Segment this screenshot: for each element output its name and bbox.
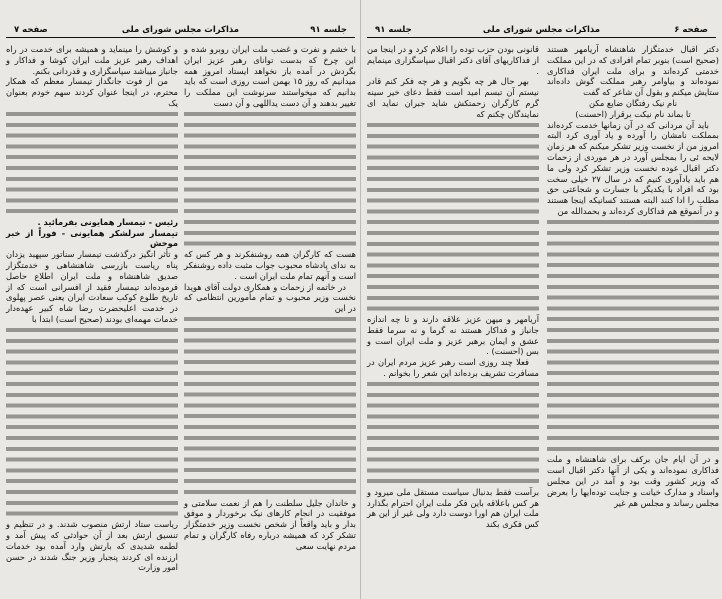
poem-verse: نام نیک رفتگان ضایع مکن: [588, 97, 678, 108]
page-header: [6, 24, 355, 38]
paragraph: من از فوت جانگداز تیمسار معظم که همکار محترم، در اینجا عنوان کردند سهم خودم بعنوان یک: [6, 76, 178, 108]
page-6: [361, 0, 722, 599]
page-header: [367, 24, 716, 38]
paragraph: و تأثر انگیز درگذشت تیمسار سناتور سپهبد یزدان پناه ریاست بازرسی شاهنشاهی و خدمتگزار صدیق شاهنشاه و ملت ایران اطلاع حاصل فرموده‌اند تیمسار فقید از افسرانی است که از تاریخ طلوع کوکب سعادت ایران یعنی عصر پهلوی در خدمت اعلیحضرت رضا شاه کبیر عهده‌دار خدمات مهمه‌ای بودند (صحیح است) ابتدا با: [6, 249, 178, 324]
page-number: صفحه ۶: [674, 25, 708, 35]
paragraph: بهر حال هر چه بگویم و هر چه فکر کنم قادر نیستم آن تبسم امید است فقط دعای خیر سینه گرم کارگران زحمتکش شاید جبران نماید ای نمایندگان چکنم که: [367, 76, 539, 119]
publication-title: مذاکرات مجلس شورای ملی: [121, 25, 240, 35]
illegible-text-lines: [6, 325, 178, 519]
session-number: جلسه ۹۱: [310, 25, 347, 35]
illegible-text-lines: [547, 217, 719, 455]
illegible-text-lines: [184, 314, 356, 498]
page-number: صفحه ۷: [14, 25, 48, 35]
speaker-heading: تیمسار سرلشکر همایونی - فوراً از خبر موحش: [6, 227, 178, 249]
text-column-left: [6, 44, 178, 573]
paragraph: ریاست ستاد ارتش منصوب شدند. و در تنظیم و تنسیق ارتش بعد از آن حوادثی که پیش آمد و لطمه شدیدی که بارتش وارد آمده بود خدمات ارزنده ای کردند پنجبار وزیر جنگ شدند در حسن امور وزارت: [6, 519, 178, 573]
paragraph: آریامهر و میهن عزیز علاقه دارند و تا چه اندازه جانباز و فداکار هستند نه گرما و نه سرما فقط عشق و ایمان برهبر عزیز و ملت ایران است و بس (احسنت) .: [367, 313, 539, 357]
text-column-right: [547, 44, 719, 508]
paragraph: فعلا چند روزی است رهبر عزیز مردم ایران در مسافرت تشریف برده‌اند این شعر را بخوانم .: [367, 357, 539, 378]
publication-title: مذاکرات مجلس شورای ملی: [482, 25, 601, 35]
paragraph: و در آن ایام جان برکف برای شاهنشاه و ملت فداکاری نموده‌اند و یکی از آنها دکتر اقبال است که وزیر کشور وقت بود و آمد در این مجلس واسناد و مدارک خیانت و جنایت توده‌ایها را بعرض مجلس رساند و مجلس هم غیر: [547, 454, 719, 508]
paragraph: قانونی بودن حزب توده را اعلام کرد و در اینجا من از فداکاریهای آقای دکتر اقبال سپاسگزاری مینمایم .: [367, 44, 539, 76]
illegible-text-lines: [367, 379, 539, 487]
text-column-left: [367, 44, 539, 530]
paragraph: و خاندان جلیل سلطنت را هم از نعمت سلامتی و موفقیت در انجام کارهای نیک برخوردار و موفق بدار و باید واقعاً از شخص نخست وزیر خدمتگزار تشکر کرد که همیشه درباره رفاه کارگران و تمام مردم نهایت سعی: [184, 497, 356, 551]
text-column-right: [184, 44, 356, 552]
illegible-text-lines: [367, 120, 539, 314]
paragraph: در خاتمه از زحمات و همکاری دولت آقای هویدا نخست وزیر محبوب و تمام مأمورین انتظامی که در این: [184, 281, 356, 314]
paragraph: باید آن مردانی که در آن زمانها خدمت کرده‌اند بمملکت نامشان را آورده و یاد آوری کرد البته امروز من از نخست وزیر تشکر میکنم که هر زمان لایحه ئی را بمجلس آورد در هر موردی از زحمات دکتر اقبال عوده نخست وزیر تشکر کرد ولی ما هم باید یادآوری کنیم که در سال ۲۷ خیلی سخت بود که افراد با یکدیگر با جسارت و شجاعتی حق مطلب را ادا کنند البته هستند کسانیکه اینجا هستند و در آنموقع هم فداکاری کرده‌اند و بحمدالله من: [547, 119, 719, 216]
paragraph: با خشم و نفرت و غضب ملت ایران روبرو شده و این چرخ که بدست توانای رهبر عزیز ایران بگردش در آمده باز نخواهد ایستاد امروز همه میدانیم که روز ۱۵ بهمن است روزی است که باید بدانیم که میخواستند سرنوشت این مملکت را تغییر بدهند و آن دست یداللهی و آن دست: [184, 44, 356, 108]
session-number: جلسه ۹۱: [375, 25, 412, 35]
illegible-text-lines: [6, 109, 178, 217]
illegible-text-lines: [184, 109, 356, 249]
paragraph: برآست فقط بدنبال سیاست مستقل ملی میرود و هر کس باعلاقه باین فکر ملت ایران احترام بگذارد ملت ایران هم اورا دوست دارد ولی غیر از این هر کس فکری بکند: [367, 486, 539, 530]
paragraph: دکتر اقبال خدمتگزار شاهنشاه آریامهر هستند (صحیح است) بنوبر تمام افرادی که در این مملکت خدمتی کرده‌اند و برای ملت ایران فداکاری نموده‌اند و بیاوامر رهبر مملکت گوش داده‌اند ستایش میکنم و بقول آن شاعر که گفت: [547, 44, 719, 98]
speaker-heading: رئیس - تیمسار همایونی بفرمائید .: [37, 216, 178, 227]
paragraph: و کوشش را مینماید و همیشه برای خدمت در راه اهداف رهبر عزیز ملت ایران کوشا و فداکار و جانباز میباشد سپاسگزاری و قدردانی بکنم.: [6, 44, 178, 76]
paragraph: هست که کارگران همه روشنفکرند و هر کس که به ندای پادشاه محبوب جواب مثبت داده روشنفکر است و آنهم تمام ملت ایران است .: [184, 249, 356, 281]
poem-verse: تا بماند نام نیکت برقرار (احسنت): [575, 108, 691, 119]
